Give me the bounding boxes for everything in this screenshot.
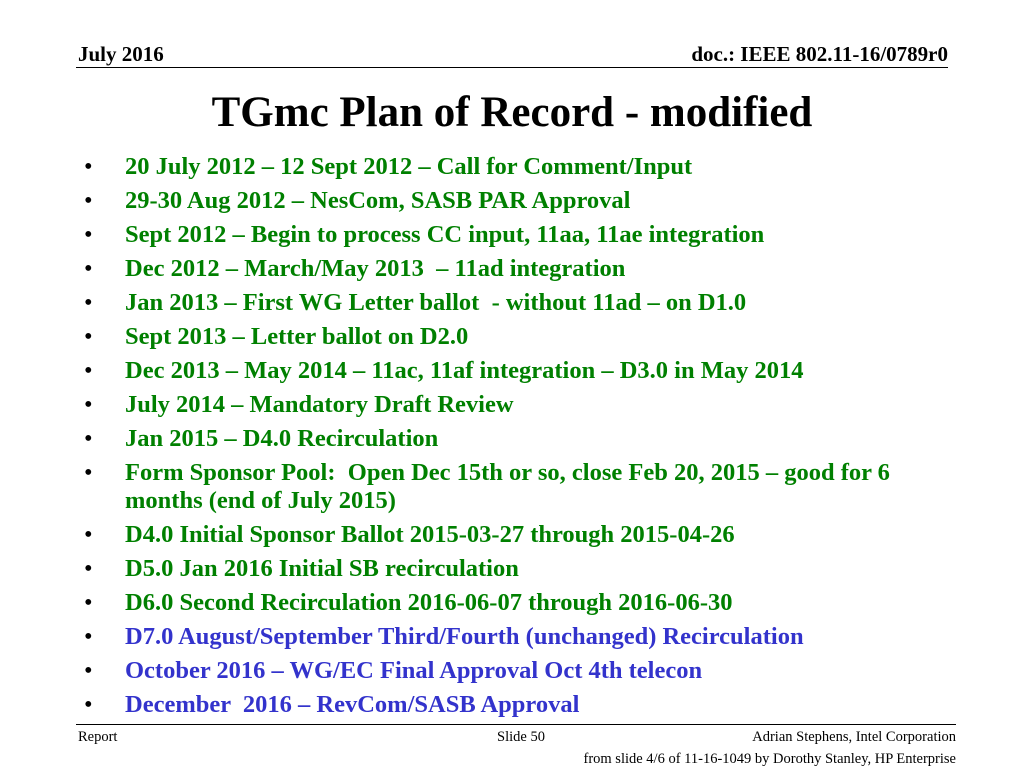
- bullet-text: July 2014 – Mandatory Draft Review: [125, 391, 514, 418]
- footer-author: Adrian Stephens, Intel Corporation: [752, 729, 956, 745]
- bullet-item: [84, 357, 964, 385]
- bullet-text: Dec 2012 – March/May 2013 – 11ad integration: [125, 255, 626, 282]
- bullet-text: Jan 2015 – D4.0 Recirculation: [125, 425, 439, 452]
- bullet-text: D7.0 August/September Third/Fourth (unchanged) Recirculation: [125, 623, 804, 650]
- bullet-item: [84, 521, 964, 549]
- bullet-item: [84, 555, 964, 583]
- bullet-dot-icon: •: [84, 289, 93, 316]
- bullet-item: [84, 255, 964, 283]
- bullet-dot-icon: •: [84, 657, 93, 684]
- bullet-item: [84, 323, 964, 351]
- bullet-text: Sept 2012 – Begin to process CC input, 11aa, 11ae integration: [125, 221, 765, 248]
- bullet-text: December 2016 – RevCom/SASB Approval: [125, 691, 580, 718]
- bullet-text: Form Sponsor Pool: Open Dec 15th or so, close Feb 20, 2015 – good for 6 months (end of July 2015): [125, 459, 897, 514]
- bullet-item: [84, 589, 964, 617]
- bullet-text: October 2016 – WG/EC Final Approval Oct 4th telecon: [125, 657, 703, 684]
- bullet-item: [84, 187, 964, 215]
- bullet-dot-icon: •: [84, 221, 93, 248]
- header-divider: [76, 67, 948, 68]
- bullet-text: Dec 2013 – May 2014 – 11ac, 11af integration – D3.0 in May 2014: [125, 357, 804, 384]
- bullet-item: [84, 657, 964, 685]
- bullet-dot-icon: •: [84, 187, 93, 214]
- bullet-list: [84, 153, 964, 725]
- bullet-text: D5.0 Jan 2016 Initial SB recirculation: [125, 555, 519, 582]
- bullet-item: [84, 425, 964, 453]
- header-doc-id: doc.: IEEE 802.11-16/0789r0: [691, 42, 948, 66]
- slide-title: TGmc Plan of Record - modified: [211, 89, 813, 136]
- bullet-dot-icon: •: [84, 255, 93, 282]
- bullet-text: Sept 2013 – Letter ballot on D2.0: [125, 323, 469, 350]
- bullet-text: D6.0 Second Recirculation 2016-06-07 through 2016-06-30: [125, 589, 733, 616]
- bullet-item: [84, 623, 964, 651]
- bullet-dot-icon: •: [84, 153, 93, 180]
- bullet-dot-icon: •: [84, 589, 93, 616]
- bullet-dot-icon: •: [84, 459, 93, 486]
- bullet-text: D4.0 Initial Sponsor Ballot 2015-03-27 through 2015-04-26: [125, 521, 735, 548]
- bullet-item: [84, 153, 964, 181]
- bullet-item: [84, 221, 964, 249]
- bullet-dot-icon: •: [84, 623, 93, 650]
- bullet-dot-icon: •: [84, 521, 93, 548]
- bullet-dot-icon: •: [84, 391, 93, 418]
- bullet-item: [84, 391, 964, 419]
- bullet-dot-icon: •: [84, 323, 93, 350]
- bullet-item: [84, 459, 964, 515]
- bullet-text: 20 July 2012 – 12 Sept 2012 – Call for Comment/Input: [125, 153, 693, 180]
- bullet-dot-icon: •: [84, 691, 93, 718]
- footer-left: Report: [78, 729, 118, 745]
- footer-divider: [76, 724, 956, 725]
- header-date: July 2016: [78, 42, 164, 66]
- bullet-dot-icon: •: [84, 357, 93, 384]
- footer-source-note: from slide 4/6 of 11-16-1049 by Dorothy Stanley, HP Enterprise: [583, 751, 956, 767]
- bullet-text: Jan 2013 – First WG Letter ballot - without 11ad – on D1.0: [125, 289, 747, 316]
- slide-number: Slide 50: [497, 729, 545, 745]
- bullet-text: 29-30 Aug 2012 – NesCom, SASB PAR Approval: [125, 187, 631, 214]
- bullet-dot-icon: •: [84, 425, 93, 452]
- bullet-dot-icon: •: [84, 555, 93, 582]
- bullet-item: [84, 691, 964, 719]
- bullet-item: [84, 289, 964, 317]
